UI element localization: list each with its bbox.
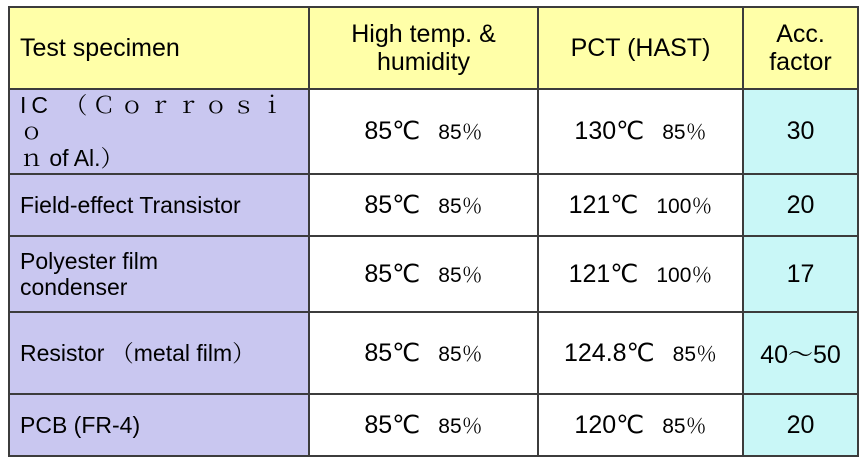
cell-acc-factor-pcb: 20 [743,394,858,456]
cell-humidity-rh: 85％ [438,121,483,145]
cell-acc-factor-polyester: 17 [743,236,858,312]
table-header-row [9,7,858,89]
cell-humidity-pcb [309,394,538,456]
column-header-acc-factor [743,7,858,89]
cell-pct-rh: 85％ [662,121,707,145]
cell-pct-ic [538,89,743,174]
cell-pct-temp: 121℃ [568,190,639,219]
table-row [9,312,858,394]
cell-pct-fet [538,174,743,236]
cell-humidity-fet [309,174,538,236]
cell-humidity-rh: 85％ [438,342,483,366]
cell-pct-temp: 121℃ [568,259,639,288]
column-header-high-temp-humidity [309,7,538,89]
cell-specimen-polyester [9,236,309,312]
table-row [9,89,858,174]
column-header-acc-factor-line1: Acc. [776,20,825,48]
cell-pct-temp: 130℃ [574,117,645,146]
cell-acc-factor-ic: 30 [743,89,858,174]
cell-humidity-temp: 85℃ [364,259,421,288]
cell-humidity-polyester [309,236,538,312]
cell-specimen-fet: Field-effect Transistor [9,174,309,236]
cell-pct-rh: 85％ [662,414,707,438]
cell-humidity-ic [309,89,538,174]
cell-pct-rh: 100％ [656,263,713,287]
cell-pct-temp: 120℃ [574,410,645,439]
cell-specimen-ic-line2: ｎ of Al.） [20,144,124,171]
cell-acc-factor-resistor: 40～50 [743,312,858,394]
cell-humidity-temp: 85℃ [364,117,421,146]
cell-acc-factor-fet: 20 [743,174,858,236]
column-header-test-specimen: Test specimen [9,7,309,89]
cell-specimen-resistor: Resistor （metal film） [9,312,309,394]
cell-specimen-pcb: PCB (FR-4) [9,394,309,456]
cell-specimen-polyester-line2: condenser [20,274,128,301]
table-row [9,174,858,236]
acceleration-factor-table [8,6,859,457]
cell-pct-rh: 85％ [672,342,717,366]
cell-humidity-rh: 85％ [438,194,483,218]
cell-humidity-temp: 85℃ [364,338,421,367]
cell-pct-rh: 100％ [656,194,713,218]
cell-specimen-ic [9,89,309,174]
column-header-pct-hast: PCT (HAST) [538,7,743,89]
cell-pct-temp: 124.8℃ [564,338,655,367]
column-header-acc-factor-line2: factor [769,48,832,76]
cell-humidity-temp: 85℃ [364,190,421,219]
cell-pct-pcb [538,394,743,456]
cell-specimen-polyester-line1: Polyester film [20,247,159,274]
table-header [9,7,858,89]
cell-specimen-ic-line1: IC （Ｃｏｒｒｏｓｉｏ [20,92,289,145]
cell-humidity-temp: 85℃ [364,410,421,439]
table-body [9,89,858,456]
cell-pct-polyester [538,236,743,312]
table-row [9,394,858,456]
column-header-high-temp-humidity-line2: humidity [376,48,471,76]
cell-humidity-resistor [309,312,538,394]
cell-humidity-rh: 85％ [438,414,483,438]
column-header-high-temp-humidity-line1: High temp. & [351,20,496,48]
table-row [9,236,858,312]
cell-pct-resistor [538,312,743,394]
cell-humidity-rh: 85％ [438,263,483,287]
